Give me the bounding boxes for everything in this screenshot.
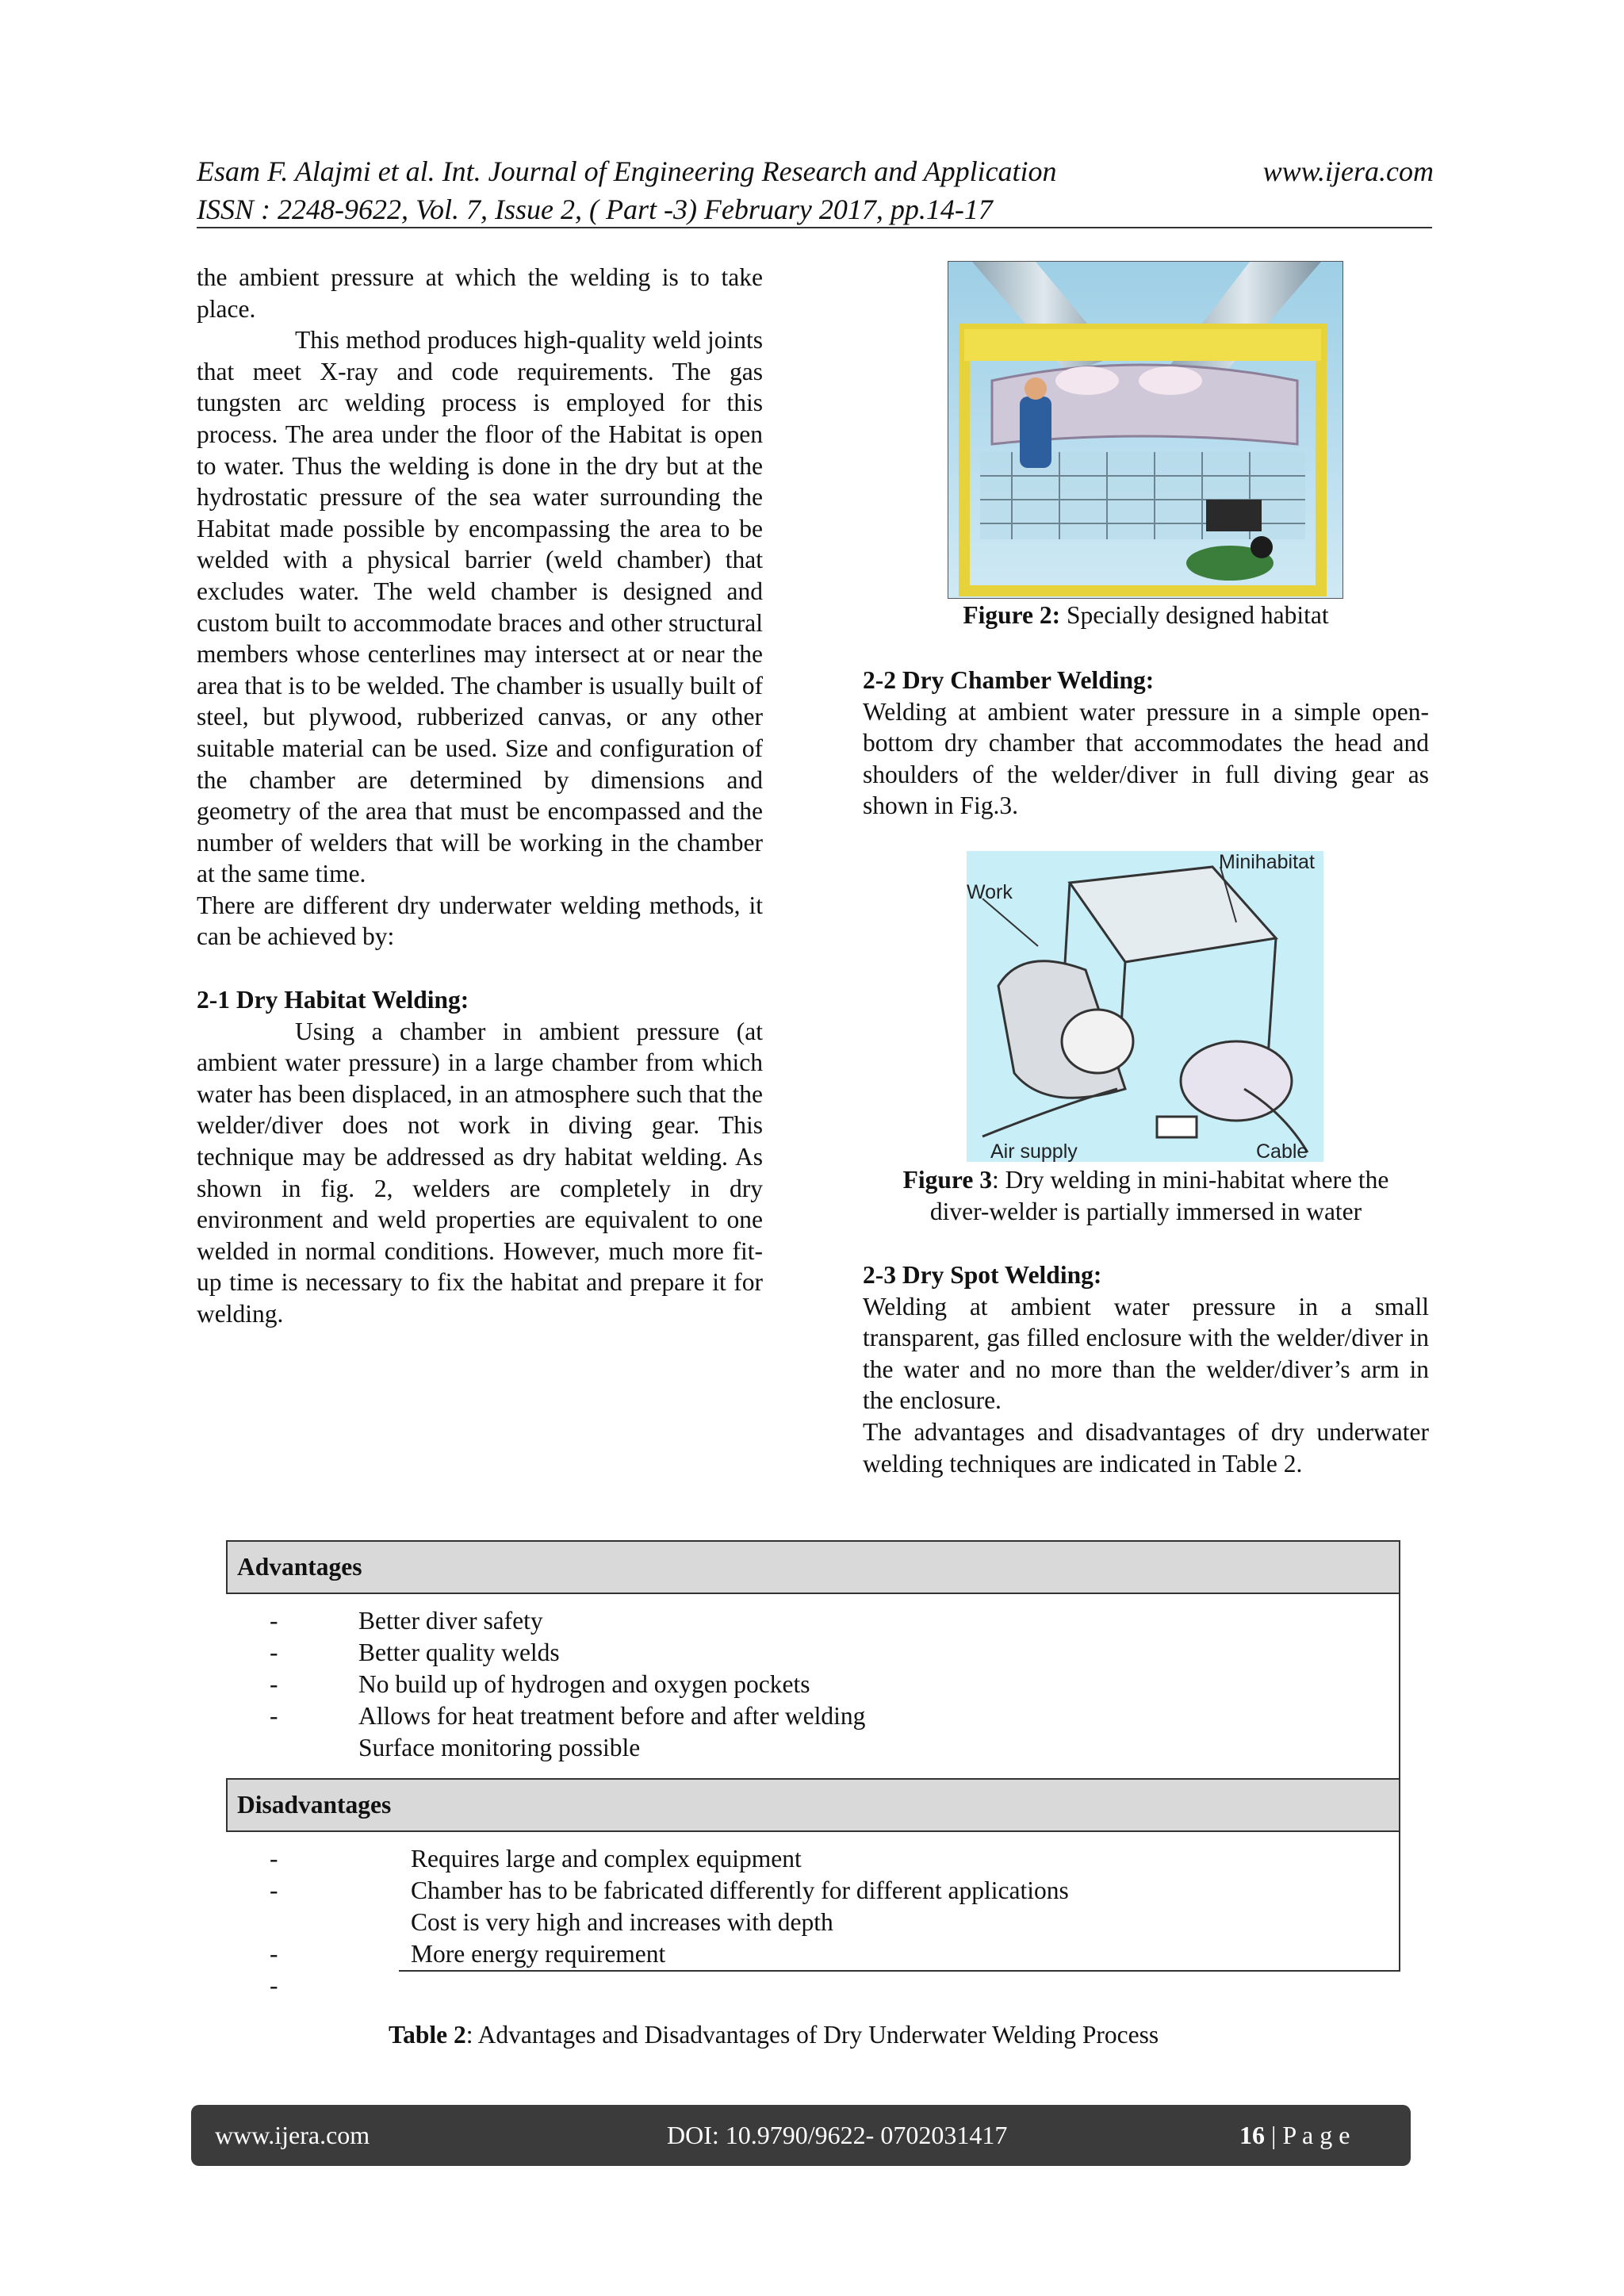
paragraph-dry-spot: Welding at ambient water pressure in a small transparent, gas filled enclosure with the welder/diver in the water and no more than the welder/diver’s arm in the enclosure. bbox=[863, 1292, 1429, 1415]
right-column-upper bbox=[863, 665, 1429, 822]
table-2 bbox=[226, 1540, 1400, 2016]
header-authors-journal: Esam F. Alajmi et al. Int. Journal of Engineering Research and Application bbox=[197, 155, 1057, 187]
disadvantage-item: More energy requirement bbox=[411, 1940, 666, 1968]
section-heading-dry-chamber: 2-2 Dry Chamber Welding: bbox=[863, 666, 1155, 694]
table-right-border bbox=[1399, 1830, 1400, 1972]
minihabitat-illustration bbox=[967, 851, 1323, 1162]
advantage-item: Better quality welds bbox=[358, 1639, 560, 1666]
paragraph-dry-chamber: Welding at ambient water pressure in a simple open-bottom dry chamber that accommodates the head and shoulders of the welder/diver in full diving gear as shown in Fig.3. bbox=[863, 697, 1429, 820]
disadvantage-item: Chamber has to be fabricated differently for different applications bbox=[411, 1876, 1069, 1904]
header-website[interactable]: www.ijera.com bbox=[1262, 155, 1434, 187]
figure-2-caption-text: Specially designed habitat bbox=[1060, 601, 1329, 629]
header-rule bbox=[197, 227, 1432, 228]
footer-page-number bbox=[1239, 2105, 1350, 2166]
figure-2-label: Figure 2: bbox=[963, 601, 1061, 629]
dash: - bbox=[270, 1670, 278, 1698]
page-number: 16 bbox=[1239, 2121, 1265, 2149]
table-2-label: Table 2 bbox=[389, 2021, 466, 2049]
footer-doi: DOI: 10.9790/9622- 0702031417 bbox=[667, 2121, 1008, 2149]
page-footer bbox=[191, 2105, 1411, 2166]
header-issue: ISSN : 2248-9622, Vol. 7, Issue 2, ( Part -3) February 2017, pp.14-17 bbox=[197, 194, 993, 225]
paragraph-dry-habitat: Using a chamber in ambient pressure (at ambient water pressure) in a large chamber from which water has been displaced, in an atmosphere such that the welder/diver does not work in diving gear. This technique may be addressed as dry habitat welding. As shown in fig. 2, welders are completely in dry environment and weld properties are equivalent to one welded in normal conditions. However, much more fit-up time is necessary to fix the habitat and prepare it for welding. bbox=[197, 1017, 763, 1328]
dash: - bbox=[270, 1940, 278, 1968]
table-right-border bbox=[1399, 1593, 1400, 1778]
page-header bbox=[197, 152, 1434, 228]
paragraph-methods-intro: There are different dry underwater welding methods, it can be achieved by: bbox=[197, 891, 763, 951]
disadvantages-header: Disadvantages bbox=[226, 1778, 1400, 1832]
paragraph-table-reference: The advantages and disadvantages of dry underwater welding techniques are indicated in Table 2. bbox=[863, 1417, 1429, 1478]
advantage-item: Better diver safety bbox=[358, 1607, 543, 1635]
figure-3-caption bbox=[863, 1164, 1429, 1227]
advantage-item: No build up of hydrogen and oxygen pockets bbox=[358, 1670, 810, 1698]
dash: - bbox=[270, 1702, 278, 1730]
page-label: | P a g e bbox=[1265, 2121, 1350, 2149]
table-2-caption bbox=[389, 2019, 1159, 2051]
label-air-supply: Air supply bbox=[990, 1140, 1078, 1162]
section-heading-dry-habitat: 2-1 Dry Habitat Welding: bbox=[197, 986, 469, 1014]
disadvantage-item: Cost is very high and increases with depth bbox=[411, 1908, 833, 1936]
paragraph-habitat-method: This method produces high-quality weld joints that meet X-ray and code requirements. The gas tungsten arc welding process is employed for this process. The area under the floor of the Habitat is open to water. Thus the welding is done in the dry but at the hydrostatic pressure of the sea water surrounding the Habitat made possible by encompassing the area to be welded with a physical barrier (weld chamber) that excludes water. The weld chamber is designed and custom built to accommodate braces and other structural members whose centerlines may intersect at or near the area that is to be welded. The chamber is usually built of steel, but plywood, rubberized canvas, or any other suitable material can be used. Size and configuration of the chamber are determined by dimensions and geometry of the area that must be encompassed and the number of welders that will be working in the chamber at the same time. bbox=[197, 326, 763, 888]
figure-3-label: Figure 3 bbox=[902, 1166, 992, 1194]
figure-3-minihabitat-image bbox=[967, 851, 1323, 1162]
figure-2-caption bbox=[863, 600, 1429, 631]
label-minihabitat: Minihabitat bbox=[1219, 851, 1315, 873]
dash: - bbox=[270, 1876, 278, 1904]
advantage-item: Allows for heat treatment before and after welding bbox=[358, 1702, 866, 1730]
table-2-caption-text: : Advantages and Disadvantages of Dry Underwater Welding Process bbox=[465, 2021, 1159, 2049]
advantages-header: Advantages bbox=[226, 1540, 1400, 1594]
dash: - bbox=[270, 1972, 278, 1999]
left-column bbox=[197, 262, 763, 1330]
paragraph-continuation: the ambient pressure at which the welding is to take place. bbox=[197, 263, 763, 323]
right-column-lower bbox=[863, 1259, 1429, 1479]
footer-website[interactable]: www.ijera.com bbox=[215, 2121, 370, 2149]
label-work: Work bbox=[967, 881, 1013, 903]
dash: - bbox=[270, 1607, 278, 1635]
figure-2-habitat-image bbox=[948, 261, 1343, 599]
advantage-item: Surface monitoring possible bbox=[358, 1734, 641, 1761]
disadvantage-item: Requires large and complex equipment bbox=[411, 1845, 802, 1872]
dash: - bbox=[270, 1845, 278, 1872]
section-heading-dry-spot: 2-3 Dry Spot Welding: bbox=[863, 1261, 1102, 1289]
table-bottom-rule bbox=[399, 1970, 1400, 1972]
figure-3-caption-line2: diver-welder is partially immersed in water bbox=[929, 1197, 1362, 1225]
habitat-illustration bbox=[948, 262, 1342, 598]
figure-3-caption-line1: : Dry welding in mini-habitat where the bbox=[991, 1166, 1389, 1194]
dash: - bbox=[270, 1639, 278, 1666]
label-cable: Cable bbox=[1256, 1140, 1308, 1162]
